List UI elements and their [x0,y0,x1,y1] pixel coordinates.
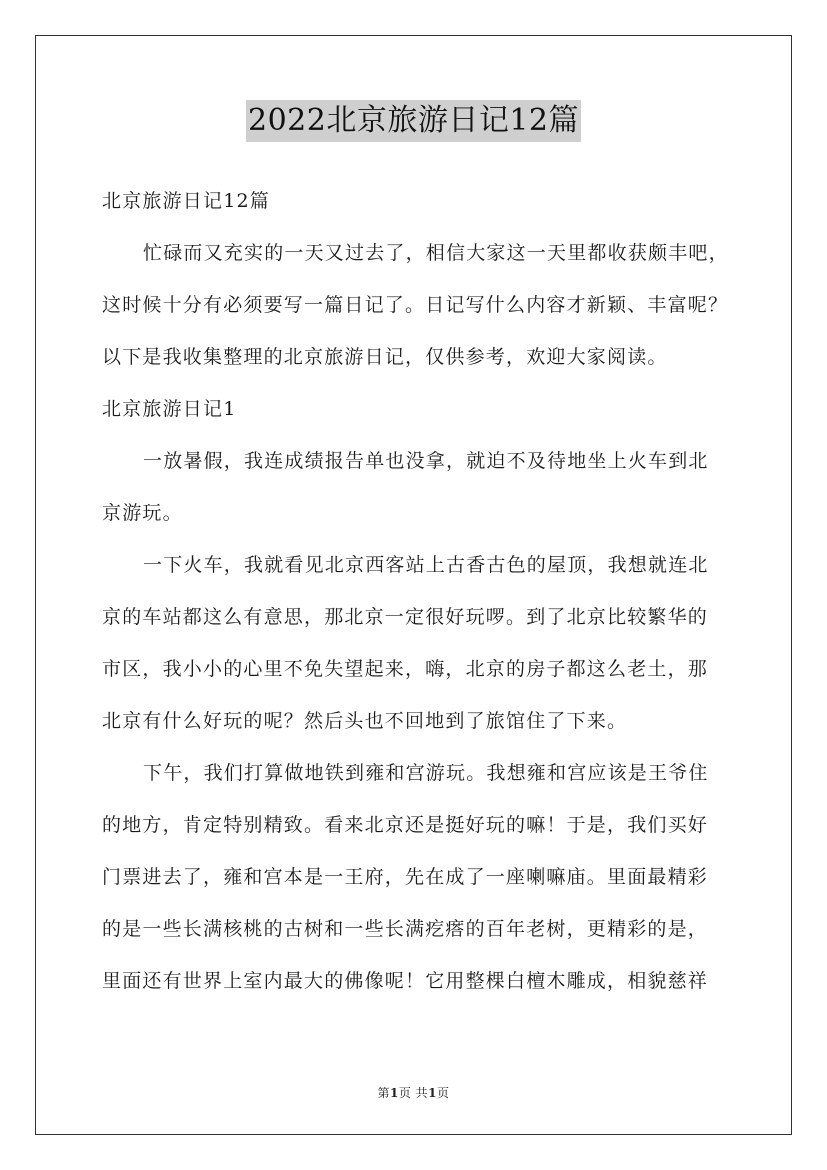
page-footer [0,1084,827,1101]
footer-mid: 页 共 [398,1086,429,1100]
body-line-14: 的是一些长满核桃的古树和一些长满疙瘩的百年老树，更精彩的是， [102,918,709,940]
body-line-15: 里面还有世界上室内最大的佛像呢！它用整棵白檀木雕成，相貌慈祥 [102,970,709,992]
body-line-13: 门票进去了，雍和宫本是一王府，先在成了一座喇嘛庙。里面最精彩 [102,866,709,888]
title-container [0,100,827,142]
footer-prefix: 第 [377,1086,390,1100]
document-body [102,175,729,1007]
body-line-9: 市区，我小小的心里不免失望起来，嗨，北京的房子都这么老土，那 [102,658,709,680]
document-title: 2022北京旅游日记12篇 [246,100,581,142]
body-line-4: 北京旅游日记1 [102,398,237,420]
body-line-3: 以下是我收集整理的北京旅游日记，仅供参考，欢迎大家阅读。 [102,346,668,368]
body-line-11: 下午，我们打算做地铁到雍和宫游玩。我想雍和宫应该是王爷住 [143,762,709,784]
body-line-5: 一放暑假，我连成绩报告单也没拿，就迫不及待地坐上火车到北 [143,450,709,472]
body-line-8: 京的车站都这么有意思，那北京一定很好玩啰。到了北京比较繁华的 [102,606,709,628]
body-line-10: 北京有什么好玩的呢？然后头也不回地到了旅馆住了下来。 [102,710,628,732]
body-line-7: 一下火车，我就看见北京西客站上古香古色的屋顶，我想就连北 [143,554,709,576]
footer-total-pages: 1 [428,1086,438,1100]
footer-suffix: 页 [437,1086,450,1100]
footer-page-number: 1 [389,1086,399,1100]
body-line-2: 这时候十分有必须要写一篇日记了。日记写什么内容才新颖、丰富呢？ [102,294,729,316]
body-line-0: 北京旅游日记12篇 [102,190,270,212]
body-line-12: 的地方，肯定特别精致。看来北京还是挺好玩的嘛！于是，我们买好 [102,814,709,836]
body-line-6: 京游玩。 [102,502,183,524]
body-line-1: 忙碌而又充实的一天又过去了，相信大家这一天里都收获颇丰吧， [143,242,729,264]
